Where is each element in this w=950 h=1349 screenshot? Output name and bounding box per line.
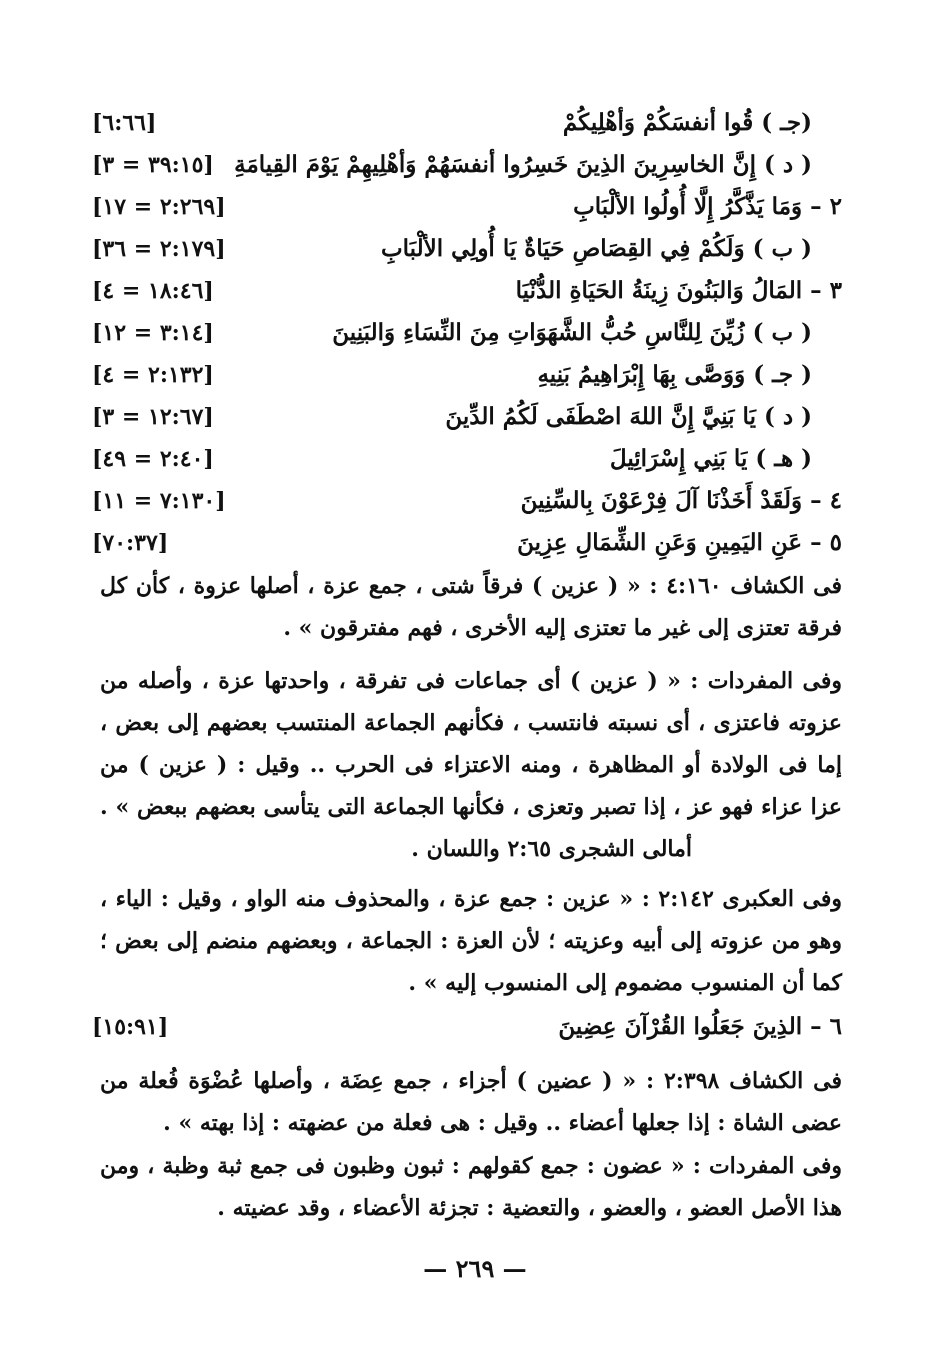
source-note: أمالى الشجرى ٢:٦٥ واللسان .	[411, 836, 692, 862]
verse-text: ٣ – المَالُ وَالبَنُونَ زِينَةُ الحَيَاةِ الدُّنْيَا	[515, 277, 842, 304]
commentary-ukbari-azin: وفى العكبرى ٢:١٤٢ : « عزين : جمع عزة ، والمحذوف منه الواو ، وقيل : الياء ، وهو من عزوته إلى أبيه وعزيته ؛ لأن العزة : الجماعة ، وبعضهم منضم إلى بعض ؛ كما أن المنسوب مضموم إلى المنسوب إليه » .	[100, 886, 842, 996]
verse-reference: [٢:٤٠ = ٤٩]	[92, 446, 214, 472]
verse-row	[92, 186, 842, 228]
verse-reference: [٧:١٣٠ = ١١]	[92, 488, 226, 514]
verse-row	[92, 438, 842, 480]
verse-row	[92, 522, 842, 564]
commentary-mufradat-idin: وفى المفردات : « عضون : جمع كقولهم : ثبون وظبون فى جمع ثبة وظبة ، ومن هذا الأصل العضو ، والعضو ، والتعضية : تجزئة الأعضاء ، وقد عضيته .	[100, 1153, 842, 1221]
verse-text: ٦ – الذِينَ جَعَلُوا القُرْآنَ عِضِينَ	[558, 1013, 842, 1040]
verse-reference: [١٥:٩١]	[92, 1014, 169, 1040]
verse-text: ٥ – عَنِ اليَمِينِ وَعَنِ الشِّمَالِ عِزِينَ	[517, 529, 842, 556]
verse-row	[92, 102, 842, 144]
verse-reference: [١٨:٤٦ = ٤]	[92, 278, 214, 304]
verse-text: ( هـ ) يَا بَنِي إِسْرَائِيلَ	[609, 445, 812, 472]
verse-row	[92, 144, 842, 186]
verse-row	[92, 228, 842, 270]
verse-list	[92, 102, 842, 564]
verse-text: (جـ ) قُوا أنفسَكُمْ وَأهْلِيكُمْ	[562, 109, 812, 136]
verse-reference: [٢:١٧٩ = ٣٦]	[92, 236, 226, 262]
verse-text: ( د ) يَا بَنِيَّ إِنَّ اللهَ اصْطَفَى لَكُمُ الدِّينَ	[445, 403, 812, 430]
verse-text: ( ب ) زُيِّنَ لِلنَّاسِ حُبُّ الشَّهَوَاتِ مِنَ النِّسَاءِ وَالبَنِينَ	[332, 319, 812, 346]
verse-text: ٤ – وَلَقَدْ أَخَذْنَا آلَ فِرْعَوْنَ بِالسِّنِينَ	[520, 487, 842, 514]
verse-reference: [٦:٦٦]	[92, 110, 157, 136]
commentary-kashshaf-azin: فى الكشاف ٤:١٦٠ : « ( عزين ) فرقاً شتى ، جمع عزة ، أصلها عزوة ، كأن كل فرقة تعتزى إلى غير ما تعتزى إليه الأخرى ، فهم مفترقون » .	[100, 573, 842, 641]
page-number: — ٢٦٩ —	[423, 1254, 527, 1283]
verse-text: ٢ – وَمَا يَذَّكَّرُ إِلَّا أُولُوا الألْبَابِ	[573, 193, 842, 220]
verse-reference: [٣٩:١٥ = ٣]	[92, 152, 214, 178]
commentary-text: وفى المفردات : « ( عزين ) أى جماعات فى تفرقة ، واحدتها عزة ، وأصله من عزوته فاعتزى ، أى نسبته فانتسب ، فكأنهم الجماعة المنتسب بعضهم إلى بعض ، إما فى الولادة أو المظاهرة ، ومنه الاعتزاء فى الحرب .. وقيل : ( عزين ) من عزا عزاء فهو عز ، إذا تصبر وتعزى ، فكأنها الجماعة التى يتأسى بعضهم ببعض » .	[100, 668, 842, 820]
verse-reference: [٢:١٣٢ = ٤]	[92, 362, 214, 388]
verse-reference: [٢:٢٦٩ = ١٧]	[92, 194, 226, 220]
verse-row	[92, 312, 842, 354]
verse-list-6	[92, 1006, 842, 1048]
verse-text: ( ب ) وَلَكُمْ فِي القِصَاصِ حَيَاةٌ يَا أُولِي الألْبَابِ	[381, 235, 812, 262]
verse-row	[92, 1006, 842, 1048]
verse-row	[92, 354, 842, 396]
verse-row	[92, 480, 842, 522]
verse-text: ( جـ ) وَوَصَّى بِهَا إِبْرَاهِيمُ بَنِيهِ	[537, 361, 812, 388]
commentary-kashshaf-idin: فى الكشاف ٢:٣٩٨ : « ( عضين ) أجزاء ، جمع عِضَة ، وأصلها عُضْوَة فُعلة من عضى الشاة : إذا جعلها أعضاء .. وقيل : هى فعلة من عضهته : إذا بهته » .	[100, 1068, 842, 1136]
verse-reference: [٧٠:٣٧]	[92, 530, 169, 556]
verse-reference: [١٢:٦٧ = ٣]	[92, 404, 214, 430]
commentary-mufradat-azin	[100, 660, 842, 870]
verse-text: ( د ) إِنَّ الخاسِرِينَ الذِينَ خَسِرُوا أنفسَهُمْ وَأهْلِيهِمْ يَوْمَ القِيامَةِ	[234, 151, 812, 178]
verse-row	[92, 270, 842, 312]
verse-reference: [٣:١٤ = ١٢]	[92, 320, 214, 346]
verse-row	[92, 396, 842, 438]
